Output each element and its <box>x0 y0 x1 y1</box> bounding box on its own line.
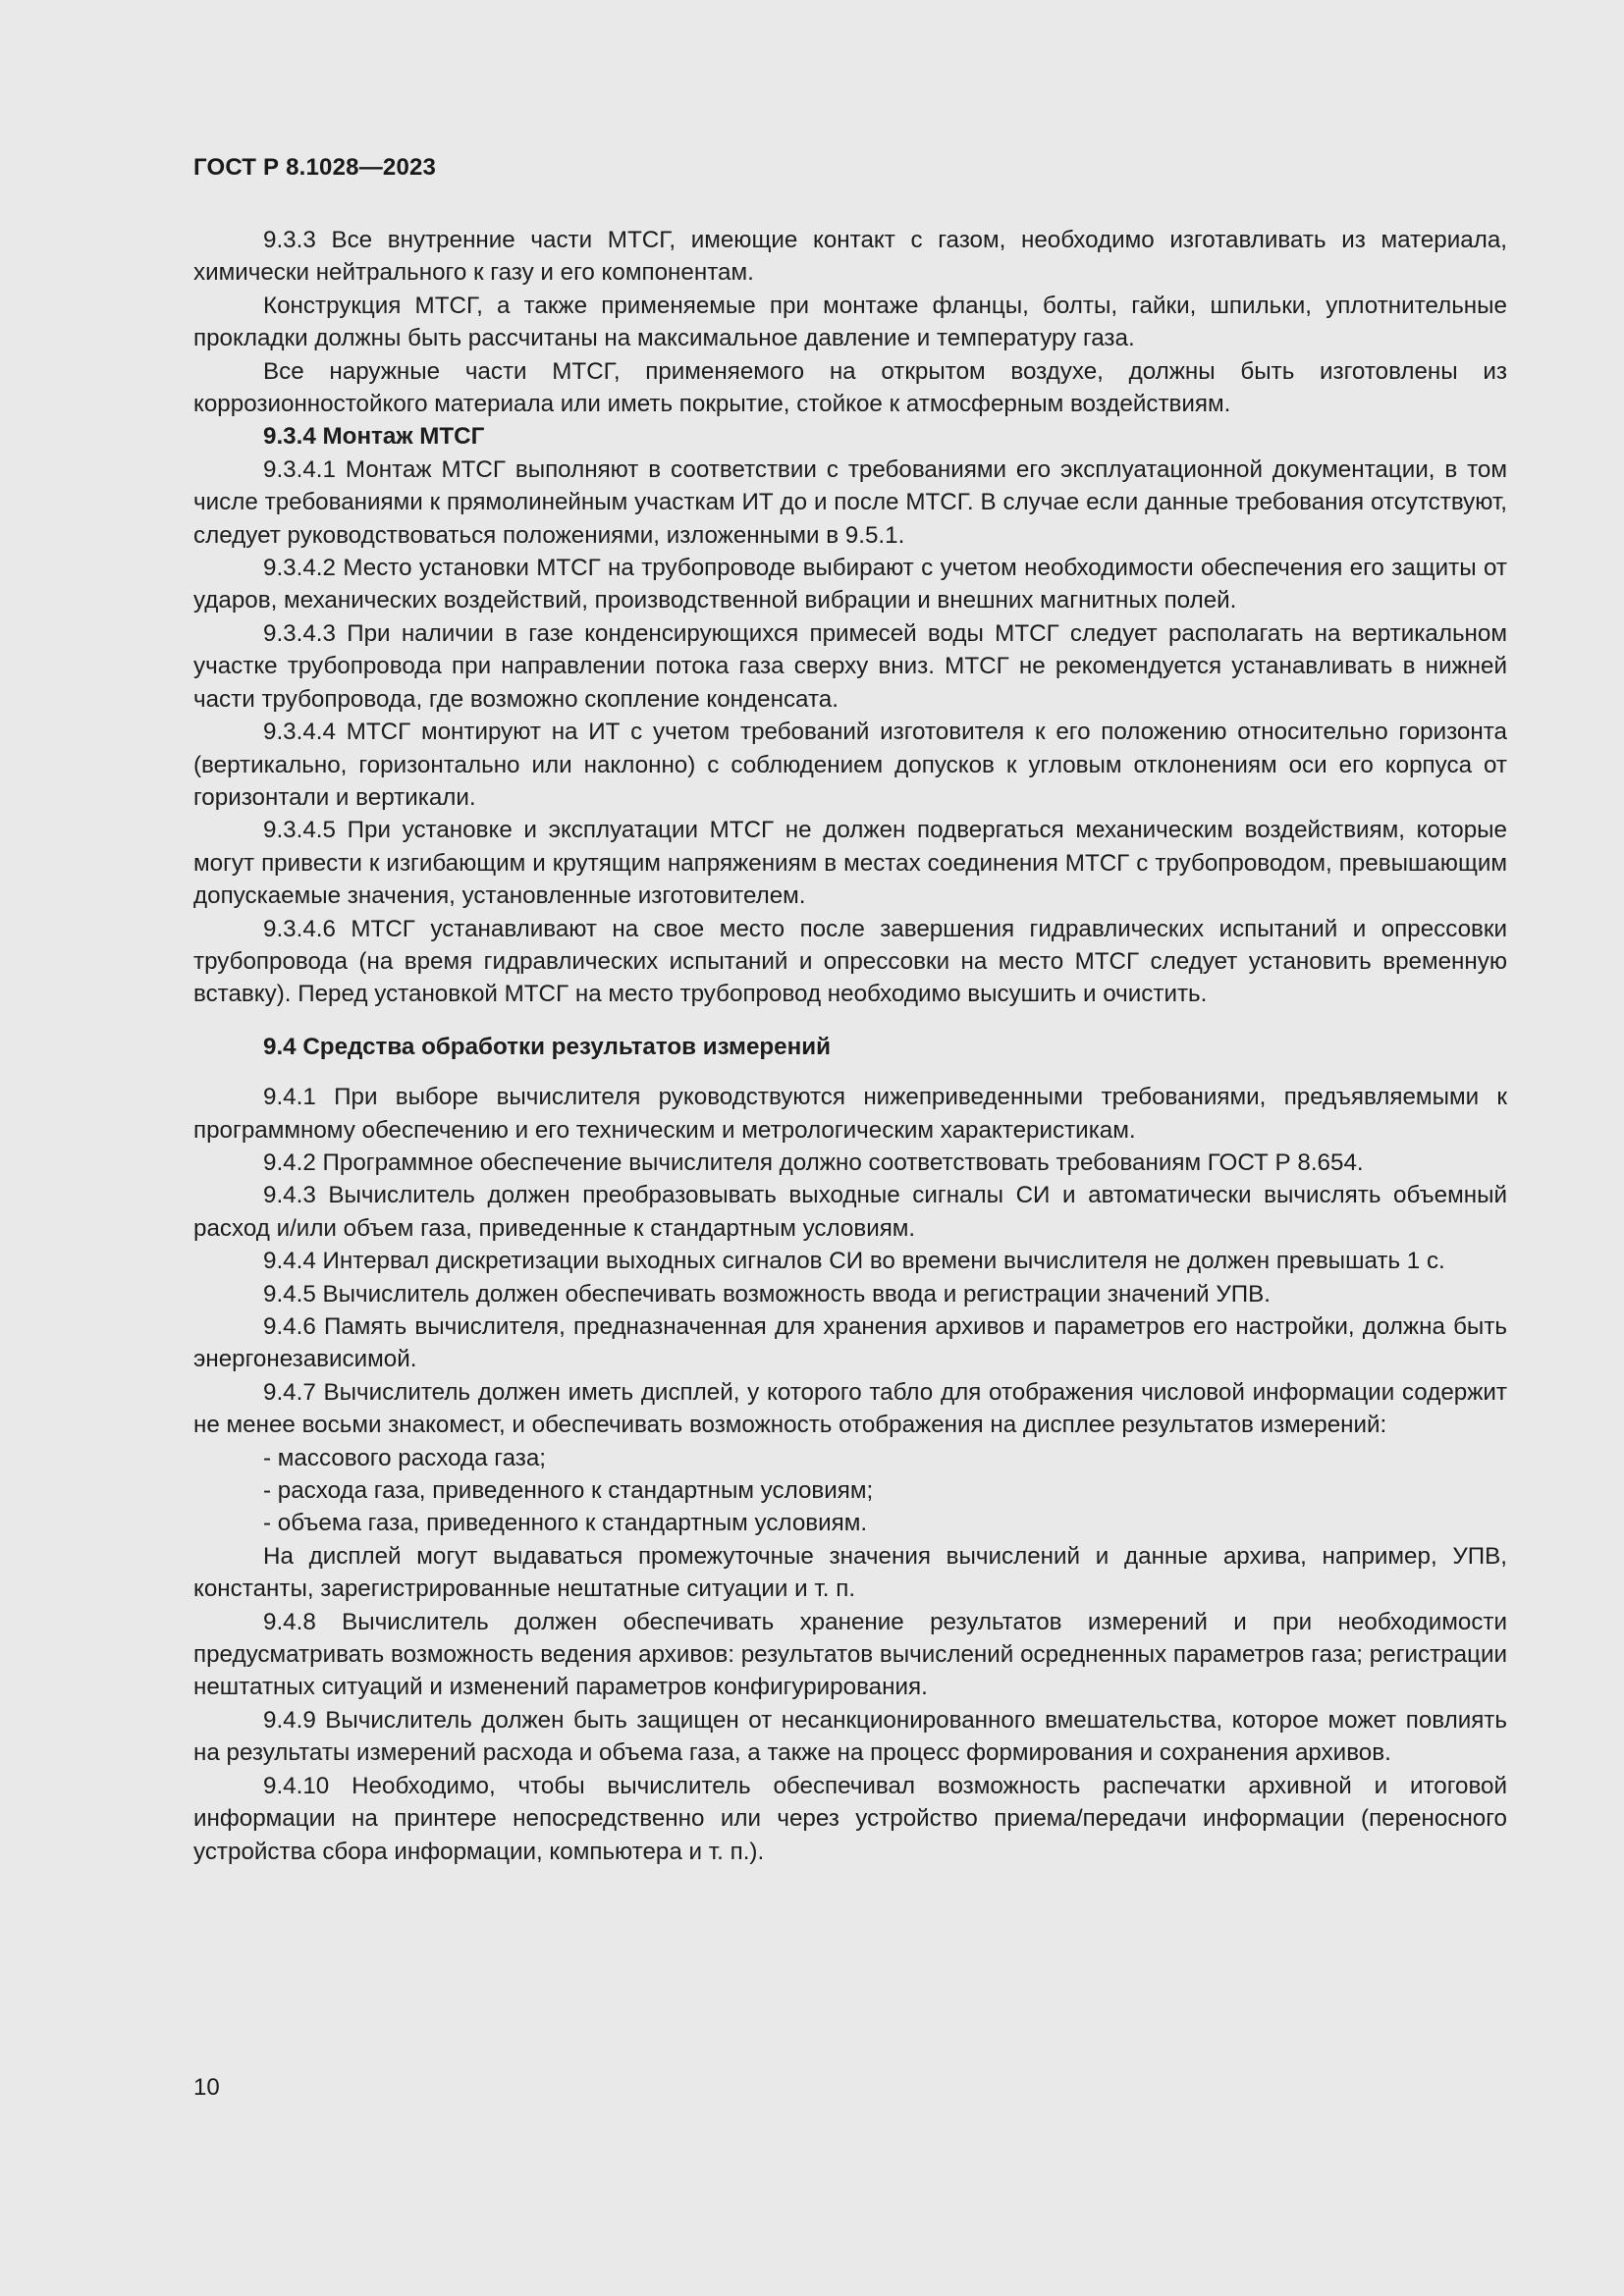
paragraph-9-3-4-4: 9.3.4.4 МТСГ монтируют на ИТ с учетом требований изготовителя к его положению относительно горизонта (вертикально, горизонтально или наклонно) с соблюдением допусков к угловым отклонениям оси его корпуса от горизонтали и вертикали. <box>193 719 1507 811</box>
paragraph-9-4-5: 9.4.5 Вычислитель должен обеспечивать возможность ввода и регистрации значений УПВ. <box>263 1280 1271 1308</box>
paragraph-9-4-9: 9.4.9 Вычислитель должен быть защищен от несанкционированного вмешательства, которое может повлиять на результаты измерений расхода и объема газа, а также на процесс формирования и сохранения архивов. <box>193 1706 1507 1767</box>
paragraph-9-4-4: 9.4.4 Интервал дискретизации выходных сигналов СИ во времени вычислителя не должен превышать 1 с. <box>263 1248 1445 1275</box>
paragraph-9-4-7: 9.4.7 Вычислитель должен иметь дисплей, у которого табло для отображения числовой информации содержит не менее восьми знакомест, и обеспечивать возможность отображения на дисплее результатов измерений: <box>193 1378 1507 1439</box>
document-code-header: ГОСТ Р 8.1028—2023 <box>193 154 437 181</box>
paragraph-9-4-10: 9.4.10 Необходимо, чтобы вычислитель обеспечивал возможность распечатки архивной и итоговой информации на принтере непосредственно или через устройство приема/передачи информации (переносного устройства сбора информации, компьютера и т. п.). <box>193 1772 1507 1865</box>
list-item-flow-standard: - расхода газа, приведенного к стандартным условиям; <box>263 1477 874 1505</box>
paragraph-9-4-8: 9.4.8 Вычислитель должен обеспечивать хранение результатов измерений и при необходимости предусматривать возможность ведения архивов: результатов вычислений осредненных параметров газа; регистрации нештатных ситуаций и изменений параметров конфигурирования. <box>193 1608 1507 1701</box>
page-number: 10 <box>193 2074 220 2101</box>
paragraph-9-3-4-6: 9.3.4.6 МТСГ устанавливают на свое место после завершения гидравлических испытаний и опрессовки трубопровода (на время гидравлических испытаний и опрессовки на место МТСГ следует установить временную вставку). Перед установкой МТСГ на место трубопровод необходимо высушить и очистить. <box>193 915 1507 1008</box>
paragraph-9-4-3: 9.4.3 Вычислитель должен преобразовывать выходные сигналы СИ и автоматически вычислять объемный расход и/или объем газа, приведенные к стандартным условиям. <box>193 1182 1507 1242</box>
paragraph-9-4-7-display: На дисплей могут выдаваться промежуточные значения вычислений и данные архива, например, УПВ, константы, зарегистрированные нештатные ситуации и т. п. <box>193 1542 1507 1603</box>
paragraph-9-3-4-2: 9.3.4.2 Место установки МТСГ на трубопроводе выбирают с учетом необходимости обеспечения его защиты от ударов, механических воздействий, производственной вибрации и внешних магнитных полей. <box>193 555 1507 614</box>
paragraph-9-3-3-construction: Конструкция МТСГ, а также применяемые при монтаже фланцы, болты, гайки, шпильки, уплотнительные прокладки должны быть рассчитаны на максимальное давление и температуру газа. <box>193 292 1507 352</box>
paragraph-9-3-3-outer-parts: Все наружные части МТСГ, применяемого на открытом воздухе, должны быть изготовлены из коррозионностойкого материала или иметь покрытие, стойкое к атмосферным воздействиям. <box>193 357 1507 418</box>
list-item-volume-standard: - объема газа, приведенного к стандартным условиям. <box>263 1510 868 1537</box>
paragraph-9-3-4-5: 9.3.4.5 При установке и эксплуатации МТСГ не должен подвергаться механическим воздействиям, которые могут привести к изгибающим и крутящим напряжениям в местах соединения МТСГ с трубопроводом, превышающим допускаемые значения, установленные изготовителем. <box>193 817 1507 910</box>
paragraph-9-3-4-3: 9.3.4.3 При наличии в газе конденсирующихся примесей воды МТСГ следует располагать на вертикальном участке трубопровода при направлении потока газа сверху вниз. МТСГ не рекомендуется устанавливать в нижней части трубопровода, где возможно скопление конденсата. <box>193 619 1507 713</box>
document-body <box>193 224 1507 1868</box>
paragraph-9-4-2: 9.4.2 Программное обеспечение вычислителя должно соответствовать требованиям ГОСТ Р 8.654. <box>263 1148 1364 1176</box>
paragraph-9-4-6: 9.4.6 Память вычислителя, предназначенная для хранения архивов и параметров его настройки, должна быть энергонезависимой. <box>193 1313 1507 1373</box>
paragraph-9-4-1: 9.4.1 При выборе вычислителя руководствуются нижеприведенными требованиями, предъявляемыми к программному обеспечению и его техническим и метрологическим характеристикам. <box>193 1084 1507 1144</box>
section-heading-9-4: 9.4 Средства обработки результатов измерений <box>263 1033 831 1060</box>
list-item-mass-flow: - массового расхода газа; <box>263 1444 547 1471</box>
paragraph-9-3-3: 9.3.3 Все внутренние части МТСГ, имеющие контакт с газом, необходимо изготавливать из материала, химически нейтрального к газу и его компонентам. <box>193 227 1507 287</box>
paragraph-9-3-4-1: 9.3.4.1 Монтаж МТСГ выполняют в соответствии с требованиями его эксплуатационной документации, в том числе требованиями к прямолинейным участкам ИТ до и после МТСГ. В случае если данные требования отсутствуют, следует руководствоваться положениями, изложенными в 9.5.1. <box>193 455 1507 549</box>
subsection-heading-9-3-4: 9.3.4 Монтаж МТСГ <box>263 423 485 451</box>
